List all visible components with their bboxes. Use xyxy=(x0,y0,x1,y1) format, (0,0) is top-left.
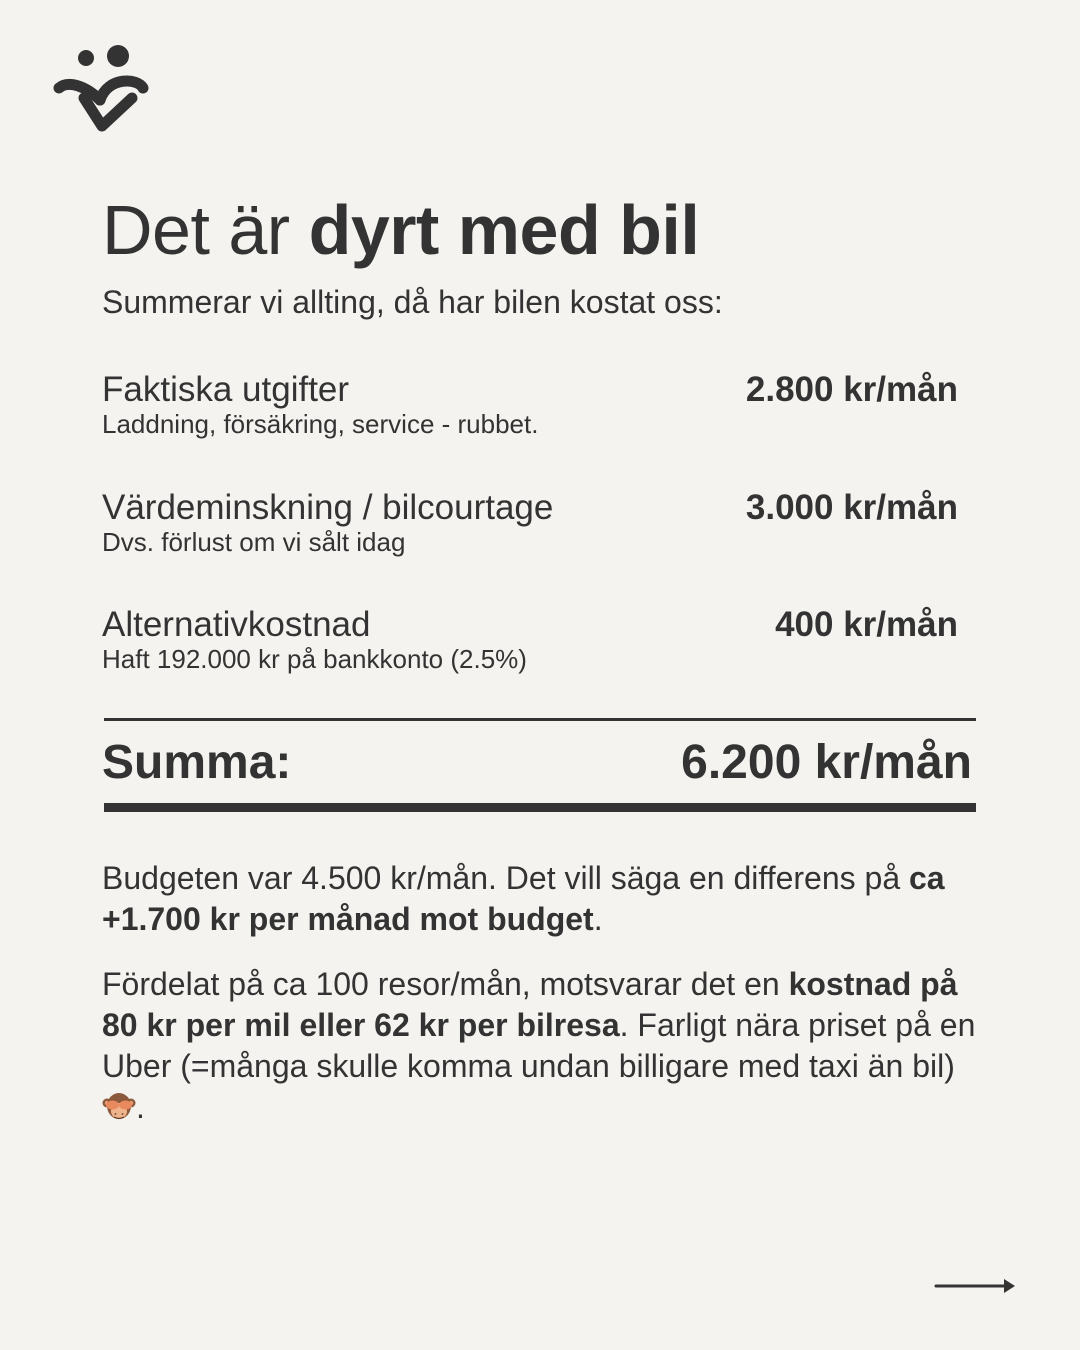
see-no-evil-monkey-icon xyxy=(102,1090,136,1122)
cost-label: Värdeminskning / bilcourtage xyxy=(102,488,554,527)
brand-logo xyxy=(50,42,152,136)
cost-row-depreciation xyxy=(102,488,958,568)
cost-value: 400 kr/mån xyxy=(775,605,958,644)
budget-difference: ca +1.700 kr per månad mot budget xyxy=(102,860,945,937)
budget-text-end: . xyxy=(593,901,603,937)
page-title xyxy=(102,188,699,272)
trip-text-end: . xyxy=(136,1089,145,1125)
total-label: Summa: xyxy=(102,736,292,789)
trip-cost: kostnad på 80 kr per mil eller 62 kr per bilresa xyxy=(102,966,958,1043)
trip-text: Fördelat på ca 100 resor/mån, motsvarar det en xyxy=(102,966,789,1002)
budget-text: Budgeten var 4.500 kr/mån. Det vill säga en differens på xyxy=(102,860,909,896)
cost-description: Dvs. förlust om vi sålt idag xyxy=(102,527,406,557)
page-subtitle: Summerar vi allting, då har bilen kostat oss: xyxy=(102,284,723,320)
divider-bottom xyxy=(104,803,976,812)
arrow-right-icon[interactable] xyxy=(934,1275,1018,1297)
budget-paragraph xyxy=(102,858,982,940)
cost-description: Haft 192.000 kr på bankkonto (2.5%) xyxy=(102,644,527,674)
divider-top xyxy=(104,718,976,721)
cost-row-opportunity xyxy=(102,605,958,685)
cost-per-trip-paragraph xyxy=(102,964,982,1128)
trip-text-middle: . Farligt nära priset på en Uber (=många skulle komma undan billigare med taxi än bil) xyxy=(102,1007,976,1084)
title-regular: Det är xyxy=(102,191,309,269)
cost-description: Laddning, försäkring, service - rubbet. xyxy=(102,409,539,439)
cost-value: 3.000 kr/mån xyxy=(745,488,958,527)
cost-row-actual xyxy=(102,370,958,450)
title-bold: dyrt med bil xyxy=(308,191,700,269)
total-value: 6.200 kr/mån xyxy=(681,736,972,789)
cost-label: Faktiska utgifter xyxy=(102,370,350,409)
cost-value: 2.800 kr/mån xyxy=(745,370,958,409)
cost-label: Alternativkostnad xyxy=(102,605,371,644)
